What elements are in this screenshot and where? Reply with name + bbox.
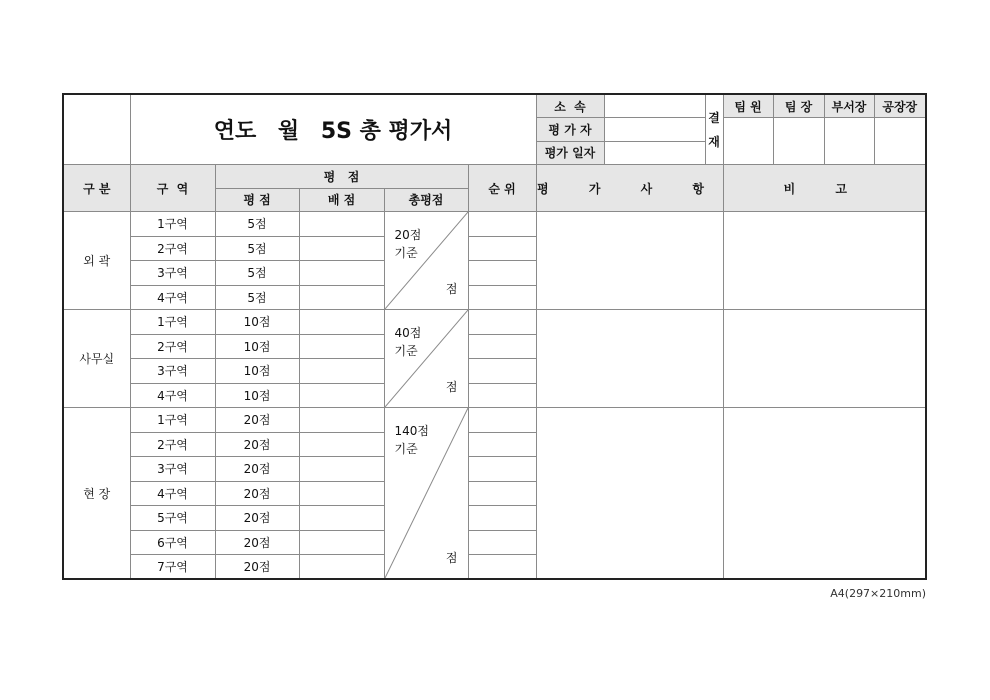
rank-input[interactable] (468, 236, 536, 261)
notes-field[interactable] (536, 310, 723, 408)
form-table (62, 93, 927, 580)
col-category: 구 분 (63, 165, 130, 212)
score-cell: 20점 (215, 481, 299, 506)
total-basis-line: 20점 (394, 228, 422, 242)
col-score-group: 평 점 (215, 165, 468, 189)
remarks-field[interactable] (723, 408, 926, 580)
zone-cell: 4구역 (130, 383, 215, 408)
total-basis-text (395, 324, 422, 360)
rank-input[interactable] (468, 555, 536, 580)
score-cell: 5점 (215, 212, 299, 237)
col-remarks: 비 고 (723, 165, 926, 212)
zone-cell: 4구역 (130, 481, 215, 506)
affiliation-label: 소 속 (536, 94, 604, 118)
allotted-input[interactable] (299, 481, 384, 506)
score-cell: 10점 (215, 334, 299, 359)
rank-input[interactable] (468, 457, 536, 482)
zone-cell: 1구역 (130, 310, 215, 335)
allotted-input[interactable] (299, 457, 384, 482)
allotted-input[interactable] (299, 555, 384, 580)
header-blank-cell (63, 94, 130, 165)
score-cell: 5점 (215, 285, 299, 310)
zone-cell: 6구역 (130, 530, 215, 555)
allotted-input[interactable] (299, 285, 384, 310)
allotted-input[interactable] (299, 530, 384, 555)
allotted-input[interactable] (299, 212, 384, 237)
rank-input[interactable] (468, 383, 536, 408)
signature-dept-head[interactable] (824, 118, 874, 165)
rank-input[interactable] (468, 530, 536, 555)
score-cell: 20점 (215, 457, 299, 482)
total-unit: 점 (445, 551, 458, 565)
total-basis-text (395, 422, 430, 458)
score-cell: 10점 (215, 383, 299, 408)
category-cell: 외 곽 (63, 212, 130, 310)
zone-cell: 4구역 (130, 285, 215, 310)
score-cell: 5점 (215, 261, 299, 286)
score-cell: 20점 (215, 506, 299, 531)
category-cell: 사무실 (63, 310, 130, 408)
approver-plant-manager: 공장장 (874, 94, 926, 118)
rank-input[interactable] (468, 334, 536, 359)
eval-date-label: 평가 일자 (536, 141, 604, 165)
allotted-input[interactable] (299, 359, 384, 384)
score-cell: 10점 (215, 310, 299, 335)
zone-cell: 1구역 (130, 408, 215, 433)
remarks-field[interactable] (723, 212, 926, 310)
total-unit: 점 (445, 282, 458, 296)
approver-dept-head: 부서장 (824, 94, 874, 118)
table-row (63, 212, 926, 237)
signature-team-member[interactable] (723, 118, 773, 165)
approver-team-leader: 팀 장 (773, 94, 824, 118)
col-rank: 순 위 (468, 165, 536, 212)
zone-cell: 7구역 (130, 555, 215, 580)
total-unit: 점 (445, 380, 458, 394)
zone-cell: 2구역 (130, 334, 215, 359)
score-cell: 10점 (215, 359, 299, 384)
approval-label-2: 재 (708, 134, 720, 149)
score-cell: 20점 (215, 530, 299, 555)
title-month: 월 (277, 119, 300, 144)
zone-cell: 2구역 (130, 432, 215, 457)
col-total: 총평점 (384, 188, 468, 212)
notes-field[interactable] (536, 408, 723, 580)
allotted-input[interactable] (299, 261, 384, 286)
total-basis-line: 기준 (394, 442, 418, 456)
col-zone: 구 역 (130, 165, 215, 212)
score-cell: 20점 (215, 555, 299, 580)
evaluation-form (62, 93, 925, 582)
score-cell: 5점 (215, 236, 299, 261)
signature-plant-manager[interactable] (874, 118, 926, 165)
col-notes: 평 가 사 항 (536, 165, 723, 212)
zone-cell: 3구역 (130, 359, 215, 384)
rank-input[interactable] (468, 506, 536, 531)
rank-input[interactable] (468, 432, 536, 457)
signature-team-leader[interactable] (773, 118, 824, 165)
rank-input[interactable] (468, 310, 536, 335)
total-basis-line: 기준 (394, 344, 418, 358)
total-score-cell[interactable] (384, 408, 468, 580)
category-cell: 현 장 (63, 408, 130, 580)
rank-input[interactable] (468, 408, 536, 433)
rank-input[interactable] (468, 359, 536, 384)
zone-cell: 2구역 (130, 236, 215, 261)
score-cell: 20점 (215, 432, 299, 457)
allotted-input[interactable] (299, 432, 384, 457)
total-basis-line: 140점 (394, 424, 429, 438)
total-basis-line: 기준 (394, 246, 418, 260)
evaluator-label: 평 가 자 (536, 118, 604, 142)
allotted-input[interactable] (299, 236, 384, 261)
col-score: 평 점 (215, 188, 299, 212)
remarks-field[interactable] (723, 310, 926, 408)
total-score-cell[interactable] (384, 212, 468, 310)
page-title (130, 94, 536, 165)
rank-input[interactable] (468, 285, 536, 310)
affiliation-field[interactable] (604, 94, 705, 118)
total-basis-text (395, 226, 422, 262)
total-basis-line: 40점 (394, 326, 422, 340)
score-cell: 20점 (215, 408, 299, 433)
title-rest: 5S 총 평가서 (320, 119, 453, 144)
zone-cell: 1구역 (130, 212, 215, 237)
notes-field[interactable] (536, 212, 723, 310)
zone-cell: 3구역 (130, 457, 215, 482)
table-row (63, 408, 926, 433)
allotted-input[interactable] (299, 408, 384, 433)
eval-date-field[interactable] (604, 141, 705, 165)
rank-input[interactable] (468, 261, 536, 286)
zone-cell: 5구역 (130, 506, 215, 531)
allotted-input[interactable] (299, 310, 384, 335)
approval-label (705, 94, 723, 165)
approval-label-1: 결 (708, 110, 720, 125)
rank-input[interactable] (468, 212, 536, 237)
allotted-input[interactable] (299, 506, 384, 531)
table-row (63, 310, 926, 335)
col-allotted: 배 점 (299, 188, 384, 212)
paper-size-note: A4(297×210mm) (830, 587, 926, 600)
allotted-input[interactable] (299, 383, 384, 408)
zone-cell: 3구역 (130, 261, 215, 286)
allotted-input[interactable] (299, 334, 384, 359)
rank-input[interactable] (468, 481, 536, 506)
total-score-cell[interactable] (384, 310, 468, 408)
approver-team-member: 팀 원 (723, 94, 773, 118)
evaluator-field[interactable] (604, 118, 705, 142)
title-year: 연도 (213, 119, 257, 144)
